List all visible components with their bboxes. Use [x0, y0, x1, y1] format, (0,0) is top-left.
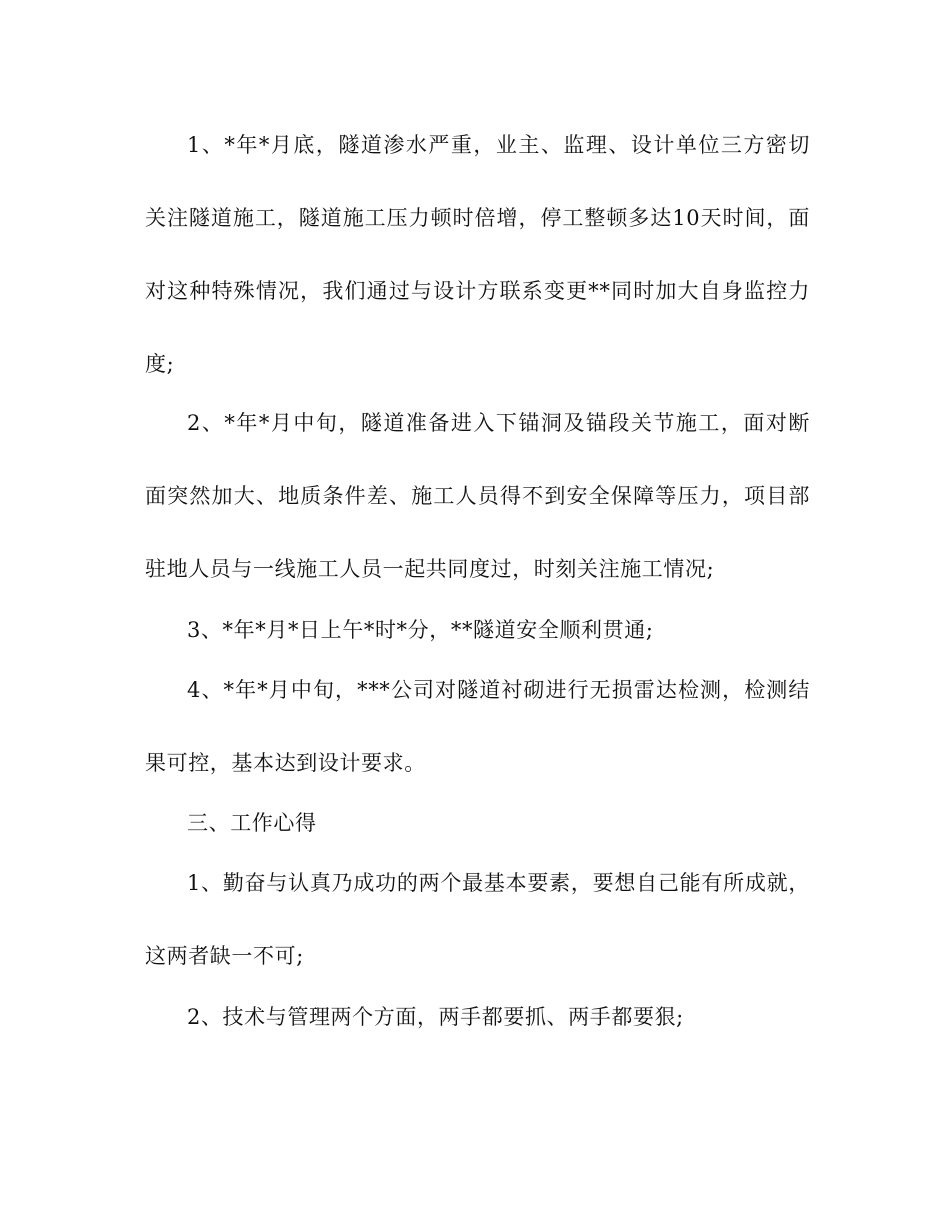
paragraph-1-line-1: 1、*年*月底，隧道渗水严重，业主、监理、设计单位三方密切 — [187, 133, 810, 157]
paragraph-2-line-2: 面突然加大、地质条件差、施工人员得不到安全保障等压力，项目部 — [145, 484, 810, 508]
paragraph-4-line-1: 4、*年*月中旬，***公司对隧道衬砌进行无损雷达检测，检测结 — [187, 678, 810, 702]
paragraph-1-line-3: 对这种特殊情况，我们通过与设计方联系变更**同时加大自身监控力 — [145, 279, 810, 303]
section-heading: 三、工作心得 — [187, 811, 317, 835]
paragraph-3-line-1: 3、*年*月*日上午*时*分，**隧道安全顺利贯通; — [187, 618, 654, 642]
paragraph-2-line-1: 2、*年*月中旬，隧道准备进入下锚洞及锚段关节施工，面对断 — [187, 411, 810, 435]
paragraph-5-line-1: 1、勤奋与认真乃成功的两个最基本要素，要想自己能有所成就， — [187, 871, 810, 895]
paragraph-1-line-4: 度; — [145, 352, 175, 376]
paragraph-1-line-2: 关注隧道施工，隧道施工压力顿时倍增，停工整顿多达10天时间，面 — [145, 206, 810, 230]
paragraph-5-line-2: 这两者缺一不可; — [145, 944, 304, 968]
paragraph-4-line-2: 果可控，基本达到设计要求。 — [145, 751, 426, 775]
paragraph-2-line-3: 驻地人员与一线施工人员一起共同度过，时刻关注施工情况; — [145, 557, 715, 581]
paragraph-6-line-1: 2、技术与管理两个方面，两手都要抓、两手都要狠; — [187, 1005, 684, 1029]
